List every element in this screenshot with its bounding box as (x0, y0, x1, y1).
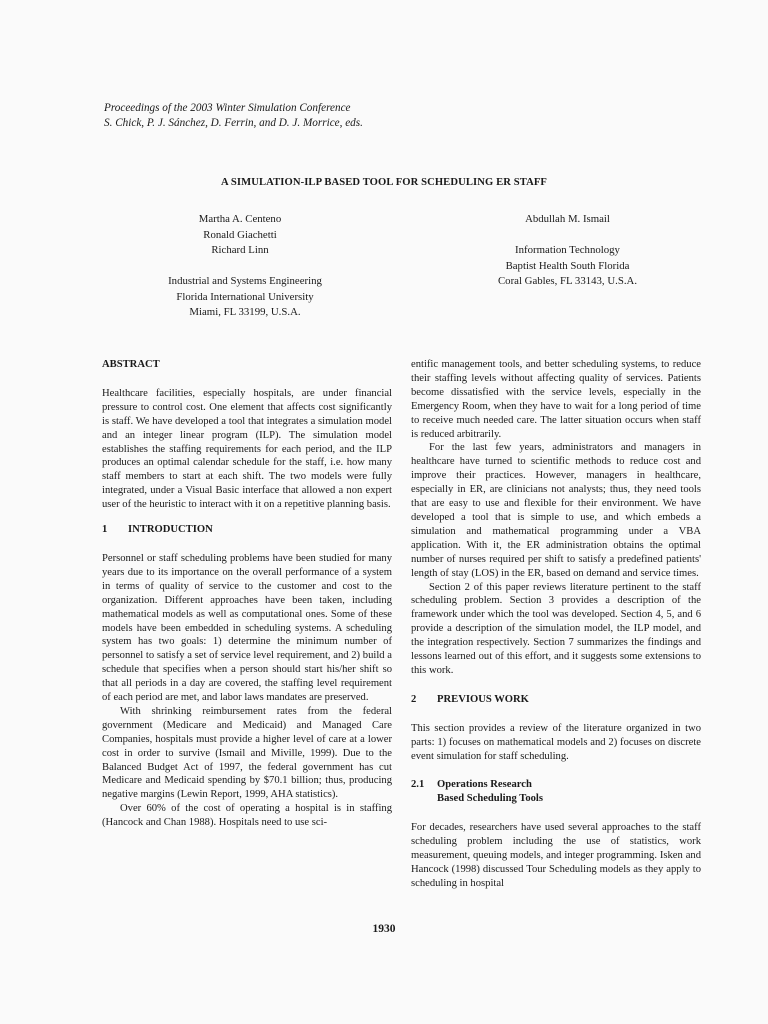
abstract-heading: ABSTRACT (102, 359, 160, 370)
previous-work-paragraph: This section provides a review of the literature organized in two parts: 1) focuses on mathematical models and 2) focuses on discrete event simulation for staff scheduling. (411, 722, 701, 762)
subsection-paragraph: For decades, researchers have used several approaches to the staff scheduling problem including the use of statistics, work measurement, queuing models, and integer programming. Isken and Hancock (1998) discussed Tour Scheduling models as they apply to scheduling in hospital (411, 822, 701, 889)
subsection-title-line-2: Based Scheduling Tools (437, 793, 543, 805)
intro-paragraph-6: Section 2 of this paper reviews literature pertinent to the staff scheduling problem. Section 3 provides a description of the framework under which the tool was developed. Section 4, 5, and 6 provide a description of the simulation model, the ILP model, and the integration respectively. Section 7 summarizes the findings and lessons learned out of this effort, and it suggests some extensions to this work. (411, 581, 701, 676)
section-number: 1 (102, 524, 108, 536)
affiliation-line: Coral Gables, FL 33143, U.S.A. (497, 275, 638, 287)
subsection-heading (411, 778, 701, 792)
section-title: PREVIOUS WORK (437, 693, 529, 705)
left-column (102, 358, 392, 830)
affiliation-line: Industrial and Systems Engineering (168, 275, 322, 287)
author-name: Richard Linn (211, 244, 269, 256)
subsection-number: 2.1 (411, 779, 425, 791)
author-name: Abdullah M. Ismail (525, 213, 610, 225)
introduction-heading (102, 523, 392, 537)
proceedings-header (104, 101, 363, 131)
intro-paragraph-4: entific management tools, and better scheduling systems, to reduce their staffing levels without affecting quality of services. Patients become dissatisfied with the service levels, especially in the Emergency Room, when they have to wait for a long period of time to receive much needed care. The latter situation occurs when staff is reduced arbitrarily. (411, 359, 701, 440)
intro-paragraph-3: Over 60% of the cost of operating a hospital is in staffing (Hancock and Chan 1988). Hospitals need to use sci- (102, 803, 392, 829)
affiliation-line: Information Technology (515, 244, 620, 256)
author-name: Martha A. Centeno (198, 213, 282, 225)
paper-title: A SIMULATION-ILP BASED TOOL FOR SCHEDULING ER STAFF (220, 177, 548, 188)
section-title: INTRODUCTION (128, 524, 213, 536)
intro-paragraph-2: With shrinking reimbursement rates from the federal government (Medicare and Medicaid) and Managed Care Companies, hospitals must provide a higher level of care at a lower cost in order to survive (Ismail and Miville, 1999). Due to the Balanced Budget Act of 1997, the federal government has cut Medicare and Medicaid spending by $70.1 billion; thus, producing negative margins (Lewin Report, 1999, AHA statistics). (102, 705, 392, 801)
author-name: Ronald Giachetti (203, 228, 277, 241)
proceedings-line-2: S. Chick, P. J. Sánchez, D. Ferrin, and D. J. Morrice, eds. (104, 117, 363, 129)
right-column (411, 358, 701, 891)
intro-paragraph-5: For the last few years, administrators and managers in healthcare have turned to scientific methods to reduce cost and improve their practices. However, managers in healthcare, especially in ER, are clinicians not analysts; thus, they need tools that are easy to use and flexible for their environment. We have developed a tool that is simple to use, and which embeds a simulation and mathematical programming under a VBA application. With it, the ER administration obtains the optimal number of nurses required per shift to satisfy a predefined patients' length of stay (LOS) in the ER, based on demand and service times. (411, 442, 701, 579)
authors-left-names (140, 212, 340, 259)
authors-left-affiliation (130, 274, 360, 321)
previous-work-heading (411, 693, 701, 707)
affiliation-line: Florida International University (176, 290, 314, 303)
abstract-text: Healthcare facilities, especially hospitals, are under financial pressure to control cost. One element that affects cost significantly is staff. We have developed a tool that integrates a simulation model and an integer linear program (ILP). The simulation model establishes the staffing requirements for each period, and the ILP produces an optimal calendar schedule for the staff, i.e. how many staff members to start at each shift. The two models were fully integrated, under a Visual Basic interface that allowed a non expert user of the heuristic to interact with it on a repetitive planning basis. (102, 387, 392, 511)
page-number: 1930 (372, 923, 396, 935)
affiliation-line: Miami, FL 33199, U.S.A. (189, 306, 301, 318)
subsection-title-line-1: Operations Research (437, 779, 532, 791)
proceedings-line-1: Proceedings of the 2003 Winter Simulation Conference (104, 102, 351, 114)
section-number: 2 (411, 693, 417, 705)
affiliation-line: Baptist Health South Florida (505, 259, 630, 272)
intro-paragraph-1: Personnel or staff scheduling problems have been studied for many years due to its importance on the overall performance of a system in terms of quality of service to the customer and cost to the organization. Different approaches have been taken, including mathematical models as well as computational ones. Some of these models have been embedded in scheduling systems. A scheduling system has two goals: 1) determine the minimum number of personnel to satisfy a set of service level requirement, and 2) build a schedule that specifies when a person should start his/her shift so that all periods in a day are covered, the staffing level requirement of each period are met, and labor laws mandates are preserved. (102, 552, 392, 704)
authors-right (460, 212, 675, 290)
